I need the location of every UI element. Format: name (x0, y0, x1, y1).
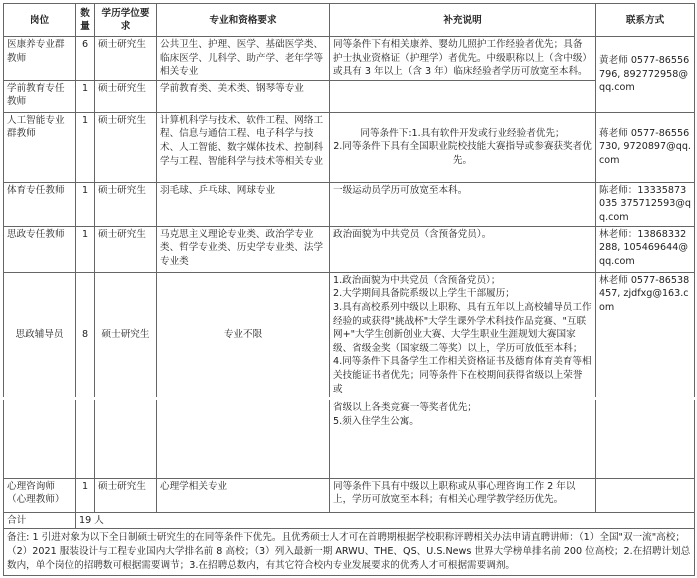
major-cell: 专业不限 (157, 272, 330, 397)
header-degree: 学历学位要求 (95, 4, 157, 37)
notes-text: 备注: 1 引进对象为以下全日制硕士研究生的在同等条件下优先。且优秀硕士人才可在首聘期根据学校职称评聘相关办法申请直聘讲师：（1）全国"双一流"高校；（2）2021 服装设计与工程专业国内大学排名前 8 高校；（3）列入最新一期 ARWU、THE、QS、U.S.News 世界大学榜单排名前 200 位高校；2.在招聘计划总数内，单个岗位的招聘数可根据需要调节；3.在招聘总数内，有其它符合校内专业发展要求的优秀人才可根据需要调剂。 (4, 529, 695, 576)
degree-cell: 硕士研究生 (95, 478, 157, 512)
header-major: 专业和资格要求 (157, 4, 330, 37)
major-cell: 计算机科学与技术、软件工程、网络工程、信息与通信工程、电子科学与技术、人工智能、数字媒体技术、控制科学与工程、智能科学与技术等相关专业 (157, 112, 330, 182)
table-row (4, 478, 695, 512)
supplement-cell (330, 80, 596, 112)
position-cell: 思政辅导员 (4, 272, 76, 397)
header-count: 数量 (76, 4, 95, 37)
supplement-line: 省级以上各类竞赛一等奖者优先； (333, 402, 477, 414)
header-position: 岗位 (4, 4, 76, 37)
degree-cell: 硕士研究生 (95, 182, 157, 226)
supplement-line: 同等条件下:1.具有软件开发或行业经验者优先； (360, 127, 565, 139)
position-cell: 医康养专业群教师 (4, 37, 76, 81)
table-row (4, 112, 695, 182)
supplement-cell (330, 112, 596, 182)
degree-cell: 硕士研究生 (95, 112, 157, 182)
contact-cell: 黄老师 0577-86556796, 892772958@qq.com (596, 37, 695, 113)
supplement-line: 5.须入住学生公寓。 (333, 415, 419, 427)
total-label: 合计 (4, 512, 76, 529)
supplement-cell: 一级运动员学历可放宽至本科。 (330, 182, 596, 226)
supplement-line: 2.大学期间具备院系级以上学生干部履历； (333, 288, 515, 300)
degree-cell: 硕士研究生 (95, 80, 157, 112)
table-row (4, 182, 695, 226)
count-cell: 6 (76, 37, 95, 81)
count-cell: 1 (76, 80, 95, 112)
contact-cell: 蒋老师 0577-86556730, 9720897@qq.com (596, 112, 695, 182)
table-row (4, 80, 695, 112)
header-supplement: 补充说明 (330, 4, 596, 37)
supplement-cell (330, 272, 596, 397)
table-row (4, 272, 695, 397)
major-cell: 心理学相关专业 (157, 478, 330, 512)
supplement-cell: 同等条件下有相关康养、婴幼儿照护工作经验者优先；具备护士执业资格证（护理学）者优先。中级职称以上（含中级）或具有 3 年以上（含 3 年）临床经验者学历可放宽至本科。 (330, 37, 596, 81)
degree-cell: 硕士研究生 (95, 37, 157, 81)
count-cell: 1 (76, 478, 95, 512)
major-cell: 学前教育类、美术类、钢琴等专业 (157, 80, 330, 112)
contact-cell: 林老师 0577-86538457, zjdfxg@163.com (596, 272, 695, 397)
contact-cell: 陈老师：13335873035 375712593@qq.com (596, 182, 695, 226)
supplement-line: 2.同等条件下具有全国职业院校技能大赛指导或参赛获奖者优先。 (333, 141, 592, 167)
header-row (4, 4, 695, 37)
count-cell: 8 (76, 272, 95, 397)
degree-cell: 硕士研究生 (95, 272, 157, 397)
supplement-line: 4.同等条件下具备学生工作相关资格证书及德育体育美育等相关技能证书者优先；同等条件下在校期间获得省级以上荣誉或 (333, 356, 592, 395)
count-cell: 1 (76, 182, 95, 226)
position-cell: 心理咨询师（心理教师） (4, 478, 76, 512)
supplement-line: 3.具有高校系列中级以上职称、具有五年以上高校辅导员工作经验的或获得"挑战杯"大学生课外学术科技作品竞赛、"互联网+"大学生创新创业大赛、大学生职业生涯规划大赛国家级、省级金奖（国家级二等奖）以上，学历可放低至本科； (333, 301, 592, 354)
major-cell: 公共卫生、护理、医学、基础医学类、临床医学、儿科学、助产学、老年学等相关专业 (157, 37, 330, 81)
supplement-cell: 同等条件下具有中级以上职称或从事心理咨询工作 2 年以上，学历可放宽至本科；有相关心理学教学经历优先。 (330, 478, 596, 512)
header-contact: 联系方式 (596, 4, 695, 37)
position-cell: 体育专任教师 (4, 182, 76, 226)
supplement-cell (330, 400, 596, 478)
major-cell: 羽毛球、乒乓球、网球专业 (157, 182, 330, 226)
position-cell: 学前教育专任教师 (4, 80, 76, 112)
table-row (4, 37, 695, 81)
position-cell: 思政专任教师 (4, 226, 76, 272)
count-cell: 1 (76, 112, 95, 182)
major-cell: 马克思主义理论专业类、政治学专业类、哲学专业类、历史学专业类、法学专业类 (157, 226, 330, 272)
table-row-continued (4, 400, 695, 478)
contact-cell: 林老师：13868332288, 105469644@qq.com (596, 226, 695, 272)
notes-row (4, 529, 695, 576)
recruitment-table (3, 3, 695, 576)
total-row (4, 512, 695, 529)
supplement-cell: 政治面貌为中共党员（含预备党员）。 (330, 226, 596, 272)
table-row (4, 226, 695, 272)
position-cell: 人工智能专业群教师 (4, 112, 76, 182)
degree-cell: 硕士研究生 (95, 226, 157, 272)
count-cell: 1 (76, 226, 95, 272)
total-value: 19 人 (76, 512, 695, 529)
supplement-line: 1.政治面貌为中共党员（含预备党员）； (333, 274, 501, 286)
